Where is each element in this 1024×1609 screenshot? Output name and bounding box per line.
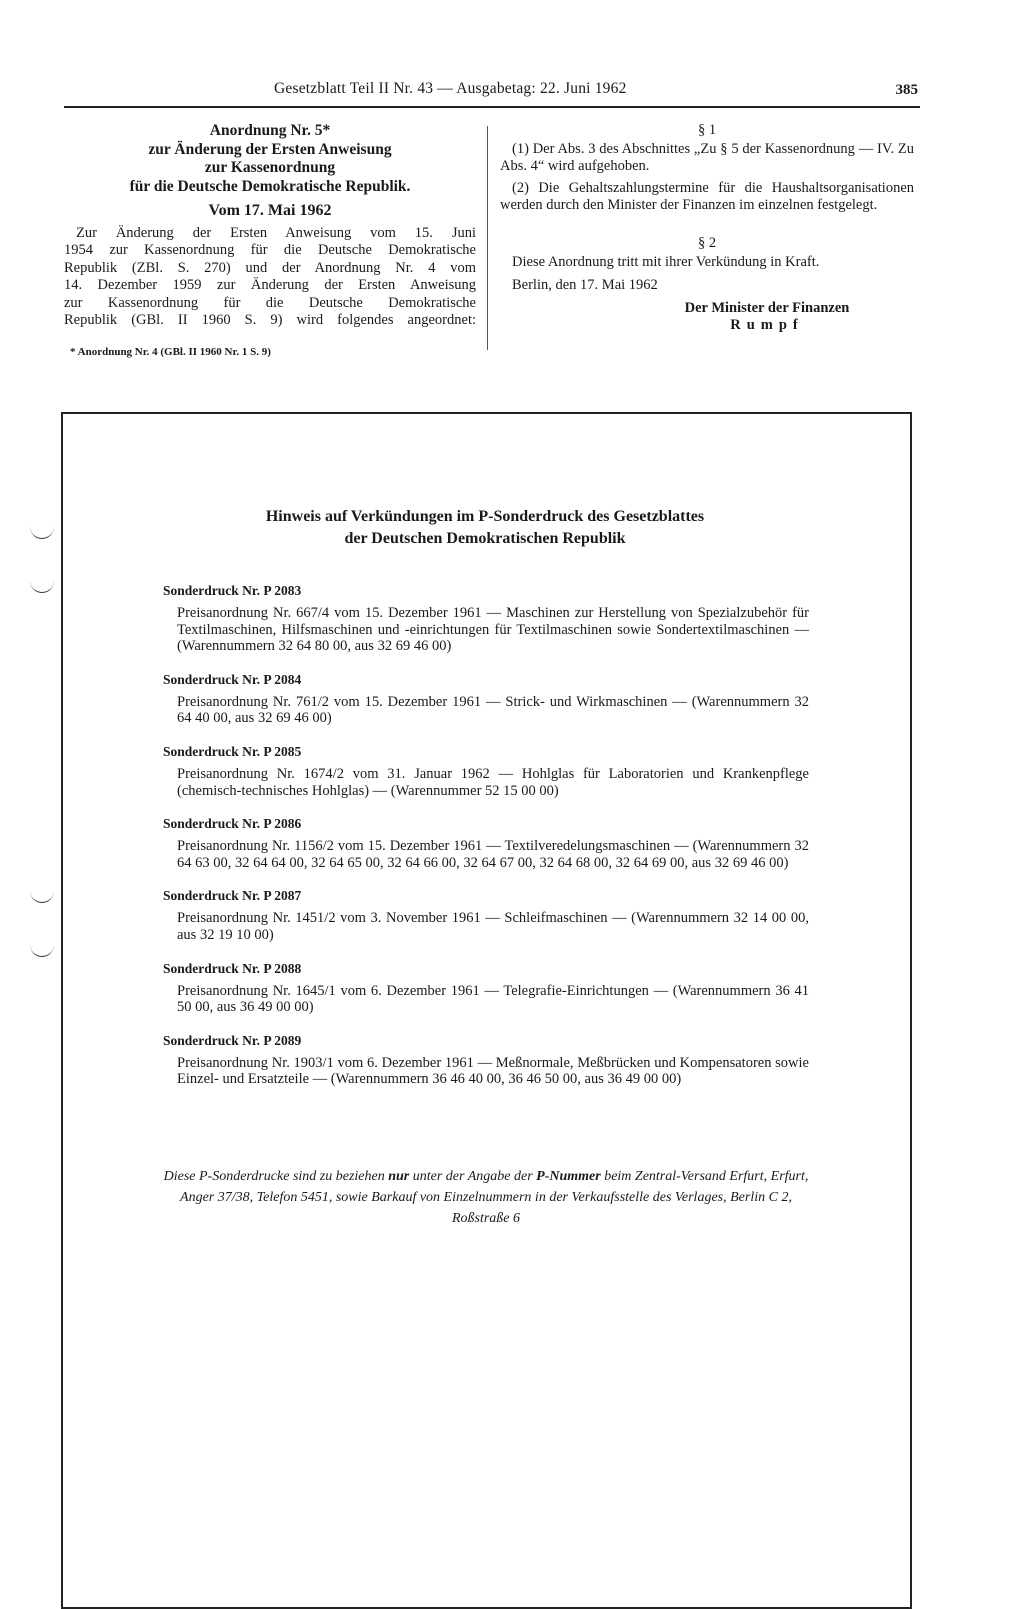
ordinance-title-line: zur Kassenordnung <box>204 159 336 176</box>
column-divider <box>487 126 488 350</box>
entry-text: Preisanordnung Nr. 1645/1 vom 6. Dezember 1961 — Telegrafie-Einrichtungen — (Warennummern 36 41 50 00, aus 36 49 00 00) <box>177 982 809 1016</box>
section-2-paragraph-1: Diese Anordnung tritt mit ihrer Verkündung in Kraft. <box>512 253 820 270</box>
entry-heading: Sonderdruck Nr. P 2085 <box>163 743 302 759</box>
entry-heading: Sonderdruck Nr. P 2089 <box>163 1032 302 1048</box>
place-date: Berlin, den 17. Mai 1962 <box>512 277 658 294</box>
header-title: Gesetzblatt Teil II Nr. 43 — Ausgabetag: 22. Juni 1962 <box>274 80 627 97</box>
notice-box-heading <box>160 506 810 550</box>
entry-text: Preisanordnung Nr. 1156/2 vom 15. Dezember 1961 — Textilveredelungsmaschinen — (Warennummern 32 64 63 00, 32 64 64 00, 32 64 65 00, 32 64 66 00, 32 64 67 00, 32 64 68 00, 32 64 69 00, aus 32 69 46 00) <box>177 838 809 871</box>
margin-mark <box>30 888 54 903</box>
list-item <box>163 815 809 871</box>
signatory-name: Rumpf <box>730 317 804 334</box>
signatory-title: Der Minister der Finanzen <box>684 300 850 317</box>
entry-text: Preisanordnung Nr. 667/4 vom 15. Dezember 1961 — Maschinen zur Herstellung von Spezialzubehör für Textilmaschinen, Hilfsmaschinen und -einrichtungen für Textilmaschinen sowie Sondertextilmaschinen — (Warennummern 32 64 80 00, aus 32 69 46 00) <box>177 605 809 655</box>
entry-heading: Sonderdruck Nr. P 2088 <box>163 960 302 976</box>
list-item <box>163 960 809 1016</box>
list-item <box>163 1032 809 1088</box>
preamble-line: 1954 zur Kassenordnung für die Deutsche Demokratische <box>64 242 476 259</box>
preamble-line: Republik (ZBl. S. 270) und der Anordnung Nr. 4 vom <box>64 259 476 276</box>
ordinance-right-column <box>500 122 914 334</box>
preamble-line: zur Kassenordnung für die Deutsche Demokratische <box>64 294 476 311</box>
ordering-notice <box>163 1166 809 1229</box>
ordinance-title-line: für die Deutsche Demokratische Republik. <box>129 177 411 195</box>
margin-mark <box>30 524 54 539</box>
ordinance-date: Vom 17. Mai 1962 <box>208 202 332 219</box>
notice-text: beim Zentral-Versand Erfurt, Erfurt, Anger 37/38, Telefon 5451, sowie Barkauf von Einzelnummern in der Verkaufsstelle des Verlages, Berlin C 2, Roßstraße 6 <box>180 1169 809 1226</box>
list-item <box>163 887 809 943</box>
preamble-line: Zur Änderung der Ersten Anweisung vom 15. Juni <box>76 225 476 241</box>
page-header <box>64 80 920 106</box>
entry-text: Preisanordnung Nr. 1674/2 vom 31. Januar 1962 — Hohlglas für Laboratorien und Krankenpflege (chemisch-technisches Hohlglas) — (Warennummer 52 15 00 00) <box>177 765 809 799</box>
notice-heading-line: Hinweis auf Verkündungen im P-Sonderdruck des Gesetzblattes <box>265 508 705 525</box>
entry-text: Preisanordnung Nr. 1451/2 vom 3. November 1961 — Schleifmaschinen — (Warennummern 32 14 00 00, aus 32 19 10 00) <box>177 910 809 943</box>
section-1-paragraph-1: (1) Der Abs. 3 des Abschnittes „Zu § 5 der Kassenordnung — IV. Zu Abs. 4“ wird aufgehoben. <box>500 141 914 175</box>
footnote: * Anordnung Nr. 4 (GBl. II 1960 Nr. 1 S. 9) <box>70 346 271 358</box>
list-item <box>163 671 809 727</box>
ordinance-title-line: Anordnung Nr. 5* <box>209 122 331 139</box>
entry-heading: Sonderdruck Nr. P 2086 <box>163 816 302 832</box>
entry-text: Preisanordnung Nr. 1903/1 vom 6. Dezember 1961 — Meßnormale, Meßbrücken und Kompensatoren sowie Einzel- und Ersatzteile — (Warennummern 36 46 40 00, 36 46 50 00, aus 36 49 00 00) <box>177 1054 809 1088</box>
entry-heading: Sonderdruck Nr. P 2087 <box>163 888 302 904</box>
ordinance-title <box>64 122 476 196</box>
entry-heading: Sonderdruck Nr. P 2084 <box>163 671 302 687</box>
notice-emphasis: nur <box>388 1169 410 1184</box>
preamble-line: 14. Dezember 1959 zur Änderung der Ersten Anweisung <box>64 277 476 294</box>
section-1-paragraph-2: (2) Die Gehaltszahlungstermine für die Haushaltsorganisationen werden durch den Minister der Finanzen im einzelnen festgelegt. <box>500 179 914 214</box>
entry-text: Preisanordnung Nr. 761/2 vom 15. Dezember 1961 — Strick- und Wirkmaschinen — (Warennummern 32 64 40 00, aus 32 69 46 00) <box>177 693 809 727</box>
list-item <box>163 582 809 655</box>
entry-heading: Sonderdruck Nr. P 2083 <box>163 583 302 598</box>
notice-heading-line: der Deutschen Demokratischen Republik <box>344 530 626 547</box>
section-2-heading: § 2 <box>697 234 717 251</box>
notice-emphasis: P-Nummer <box>536 1169 601 1184</box>
preamble-line: Republik (GBl. II 1960 S. 9) wird folgendes angeordnet: <box>64 312 476 329</box>
ordinance-preamble <box>64 225 476 329</box>
margin-mark <box>30 942 54 957</box>
header-rule <box>64 106 920 108</box>
margin-mark <box>30 578 54 593</box>
list-item <box>163 743 809 799</box>
ordinance-left-column <box>64 122 476 329</box>
ordinance-title-line: zur Änderung der Ersten Anweisung <box>148 140 392 158</box>
section-1-heading: § 1 <box>697 122 717 138</box>
page-number: 385 <box>895 82 918 98</box>
notice-text: unter der Angabe der <box>412 1169 533 1184</box>
notice-text: Diese P-Sonderdrucke sind zu beziehen <box>163 1169 385 1184</box>
sonderdruck-list <box>163 582 809 1104</box>
